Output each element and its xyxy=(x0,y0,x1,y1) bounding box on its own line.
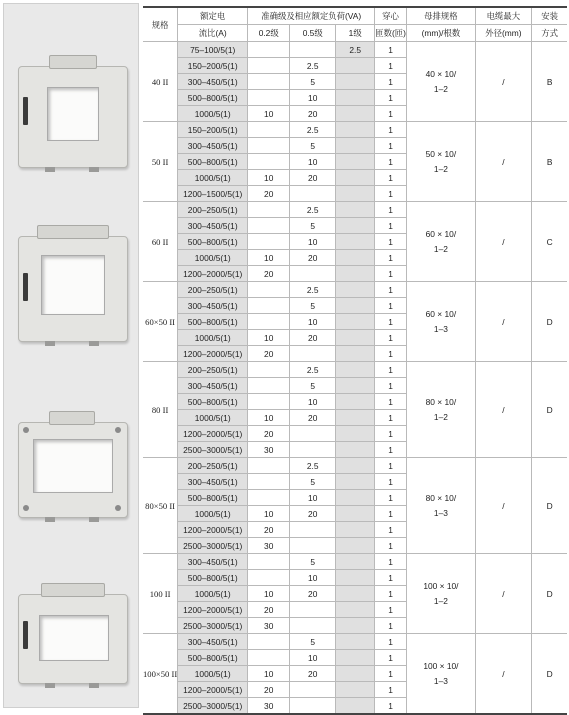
accuracy-1-cell xyxy=(336,298,375,314)
turns-cell: 1 xyxy=(375,90,407,106)
header-cable-line2: 外径(mm) xyxy=(475,25,531,42)
accuracy-05-cell xyxy=(290,538,336,554)
ratio-cell: 1200–2000/5(1) xyxy=(178,682,248,698)
ratio-cell: 1000/5(1) xyxy=(178,250,248,266)
header-accuracy-1: 1级 xyxy=(336,25,375,42)
accuracy-02-cell xyxy=(248,650,290,666)
turns-cell: 1 xyxy=(375,522,407,538)
accuracy-1-cell xyxy=(336,234,375,250)
accuracy-1-cell xyxy=(336,266,375,282)
ratio-cell: 500–800/5(1) xyxy=(178,154,248,170)
accuracy-02-cell xyxy=(248,570,290,586)
current-transformer-photo-3 xyxy=(18,422,128,518)
turns-cell: 1 xyxy=(375,442,407,458)
accuracy-1-cell xyxy=(336,442,375,458)
accuracy-05-cell: 20 xyxy=(290,586,336,602)
turns-cell: 1 xyxy=(375,378,407,394)
accuracy-02-cell: 10 xyxy=(248,250,290,266)
ratio-cell: 1000/5(1) xyxy=(178,106,248,122)
turns-cell: 1 xyxy=(375,362,407,378)
turns-cell: 1 xyxy=(375,490,407,506)
ratio-cell: 300–450/5(1) xyxy=(178,218,248,234)
accuracy-05-cell: 5 xyxy=(290,74,336,90)
mounting-type-cell: D xyxy=(531,458,567,554)
accuracy-05-cell: 2.5 xyxy=(290,362,336,378)
accuracy-05-cell: 20 xyxy=(290,410,336,426)
accuracy-02-cell: 30 xyxy=(248,698,290,715)
table-row xyxy=(143,458,567,474)
accuracy-02-cell: 10 xyxy=(248,666,290,682)
accuracy-05-cell: 10 xyxy=(290,490,336,506)
ratio-cell: 300–450/5(1) xyxy=(178,474,248,490)
accuracy-05-cell xyxy=(290,602,336,618)
accuracy-05-cell: 5 xyxy=(290,378,336,394)
header-mount-line1: 安装 xyxy=(531,7,567,25)
accuracy-02-cell: 10 xyxy=(248,586,290,602)
turns-cell: 1 xyxy=(375,602,407,618)
busbar-size: 50 × 10/ xyxy=(425,148,457,159)
accuracy-05-cell xyxy=(290,682,336,698)
accuracy-05-cell xyxy=(290,186,336,202)
accuracy-05-cell: 5 xyxy=(290,218,336,234)
accuracy-05-cell xyxy=(290,426,336,442)
ratio-cell: 1000/5(1) xyxy=(178,506,248,522)
accuracy-1-cell xyxy=(336,554,375,570)
accuracy-1-cell xyxy=(336,154,375,170)
turns-cell: 1 xyxy=(375,426,407,442)
table-row xyxy=(143,634,567,650)
ratio-cell: 1200–2000/5(1) xyxy=(178,346,248,362)
accuracy-1-cell xyxy=(336,74,375,90)
ratio-cell: 300–450/5(1) xyxy=(178,138,248,154)
accuracy-05-cell: 20 xyxy=(290,506,336,522)
accuracy-1-cell xyxy=(336,218,375,234)
accuracy-1-cell xyxy=(336,378,375,394)
accuracy-05-cell: 10 xyxy=(290,90,336,106)
accuracy-1-cell xyxy=(336,90,375,106)
accuracy-02-cell: 30 xyxy=(248,618,290,634)
ratio-cell: 200–250/5(1) xyxy=(178,202,248,218)
accuracy-02-cell: 20 xyxy=(248,682,290,698)
mounting-type-cell: D xyxy=(531,282,567,362)
accuracy-1-cell xyxy=(336,410,375,426)
accuracy-1-cell xyxy=(336,458,375,474)
accuracy-05-cell: 10 xyxy=(290,154,336,170)
accuracy-1-cell xyxy=(336,426,375,442)
accuracy-05-cell: 5 xyxy=(290,554,336,570)
accuracy-02-cell: 10 xyxy=(248,106,290,122)
turns-cell: 1 xyxy=(375,394,407,410)
accuracy-1-cell xyxy=(336,170,375,186)
turns-cell: 1 xyxy=(375,58,407,74)
accuracy-02-cell xyxy=(248,458,290,474)
accuracy-1-cell: 2.5 xyxy=(336,42,375,58)
accuracy-02-cell xyxy=(248,634,290,650)
accuracy-05-cell xyxy=(290,42,336,58)
ratio-cell: 500–800/5(1) xyxy=(178,650,248,666)
ratio-cell: 150–200/5(1) xyxy=(178,122,248,138)
busbar-count: 1–3 xyxy=(433,323,448,334)
header-turns-line1: 穿心 xyxy=(375,7,407,25)
accuracy-05-cell: 2.5 xyxy=(290,202,336,218)
accuracy-02-cell xyxy=(248,42,290,58)
table-row xyxy=(143,122,567,138)
turns-cell: 1 xyxy=(375,650,407,666)
accuracy-02-cell: 30 xyxy=(248,538,290,554)
accuracy-1-cell xyxy=(336,634,375,650)
cable-diameter-cell: / xyxy=(475,362,531,458)
ratio-cell: 500–800/5(1) xyxy=(178,570,248,586)
ratio-cell: 1200–2000/5(1) xyxy=(178,602,248,618)
accuracy-05-cell: 20 xyxy=(290,170,336,186)
turns-cell: 1 xyxy=(375,506,407,522)
accuracy-02-cell xyxy=(248,58,290,74)
table-row xyxy=(143,282,567,298)
spec-cell: 100×50 II xyxy=(143,634,178,715)
ratio-cell: 300–450/5(1) xyxy=(178,634,248,650)
turns-cell: 1 xyxy=(375,698,407,715)
ratio-cell: 2500–3000/5(1) xyxy=(178,618,248,634)
cable-diameter-cell: / xyxy=(475,282,531,362)
ratio-cell: 1000/5(1) xyxy=(178,666,248,682)
accuracy-1-cell xyxy=(336,474,375,490)
accuracy-1-cell xyxy=(336,506,375,522)
accuracy-1-cell xyxy=(336,122,375,138)
turns-cell: 1 xyxy=(375,586,407,602)
busbar-count: 1–2 xyxy=(433,411,448,422)
mounting-type-cell: D xyxy=(531,554,567,634)
accuracy-05-cell xyxy=(290,618,336,634)
turns-cell: 1 xyxy=(375,298,407,314)
turns-cell: 1 xyxy=(375,138,407,154)
busbar-cell xyxy=(406,634,475,715)
header-mount-line2: 方式 xyxy=(531,25,567,42)
turns-cell: 1 xyxy=(375,634,407,650)
busbar-count: 1–2 xyxy=(433,83,448,94)
specification-table xyxy=(143,6,567,715)
mounting-type-cell: C xyxy=(531,202,567,282)
accuracy-02-cell xyxy=(248,314,290,330)
turns-cell: 1 xyxy=(375,74,407,90)
turns-cell: 1 xyxy=(375,666,407,682)
accuracy-1-cell xyxy=(336,538,375,554)
accuracy-1-cell xyxy=(336,58,375,74)
ratio-cell: 300–450/5(1) xyxy=(178,74,248,90)
accuracy-1-cell xyxy=(336,282,375,298)
spec-cell: 50 II xyxy=(143,122,178,202)
accuracy-05-cell: 10 xyxy=(290,650,336,666)
accuracy-1-cell xyxy=(336,394,375,410)
header-turns-line2: 匝数(匝) xyxy=(375,25,407,42)
ratio-cell: 300–450/5(1) xyxy=(178,378,248,394)
ratio-cell: 1200–1500/5(1) xyxy=(178,186,248,202)
cable-diameter-cell: / xyxy=(475,42,531,122)
accuracy-05-cell: 10 xyxy=(290,314,336,330)
accuracy-02-cell xyxy=(248,490,290,506)
spec-cell: 80×50 II xyxy=(143,458,178,554)
accuracy-02-cell xyxy=(248,554,290,570)
accuracy-1-cell xyxy=(336,698,375,715)
mounting-type-cell: D xyxy=(531,634,567,715)
accuracy-1-cell xyxy=(336,522,375,538)
ratio-cell: 500–800/5(1) xyxy=(178,394,248,410)
accuracy-1-cell xyxy=(336,666,375,682)
turns-cell: 1 xyxy=(375,682,407,698)
accuracy-02-cell xyxy=(248,202,290,218)
accuracy-05-cell: 10 xyxy=(290,394,336,410)
header-ratio-line1: 额定电 xyxy=(178,7,248,25)
header-busbar-line2: (mm)/根数 xyxy=(406,25,475,42)
turns-cell: 1 xyxy=(375,186,407,202)
accuracy-1-cell xyxy=(336,682,375,698)
ratio-cell: 200–250/5(1) xyxy=(178,362,248,378)
accuracy-02-cell xyxy=(248,138,290,154)
busbar-cell xyxy=(406,282,475,362)
header-accuracy: 准确级及相应额定负荷(VA) xyxy=(248,7,375,25)
accuracy-02-cell xyxy=(248,378,290,394)
accuracy-02-cell: 20 xyxy=(248,266,290,282)
ratio-cell: 75–100/5(1) xyxy=(178,42,248,58)
accuracy-02-cell xyxy=(248,282,290,298)
accuracy-05-cell xyxy=(290,522,336,538)
accuracy-05-cell xyxy=(290,346,336,362)
ratio-cell: 2500–3000/5(1) xyxy=(178,538,248,554)
busbar-size: 60 × 10/ xyxy=(425,228,457,239)
turns-cell: 1 xyxy=(375,458,407,474)
accuracy-1-cell xyxy=(336,106,375,122)
ratio-cell: 500–800/5(1) xyxy=(178,490,248,506)
accuracy-05-cell: 2.5 xyxy=(290,282,336,298)
ratio-cell: 1000/5(1) xyxy=(178,170,248,186)
accuracy-05-cell: 20 xyxy=(290,330,336,346)
busbar-count: 1–2 xyxy=(433,595,448,606)
accuracy-05-cell: 2.5 xyxy=(290,58,336,74)
table-row xyxy=(143,362,567,378)
turns-cell: 1 xyxy=(375,474,407,490)
accuracy-02-cell xyxy=(248,474,290,490)
accuracy-05-cell: 2.5 xyxy=(290,122,336,138)
turns-cell: 1 xyxy=(375,106,407,122)
current-transformer-photo-1 xyxy=(18,66,128,168)
busbar-cell xyxy=(406,554,475,634)
accuracy-05-cell: 5 xyxy=(290,474,336,490)
header-ratio-line2: 流比(A) xyxy=(178,25,248,42)
busbar-cell xyxy=(406,362,475,458)
turns-cell: 1 xyxy=(375,218,407,234)
accuracy-02-cell xyxy=(248,394,290,410)
accuracy-05-cell: 20 xyxy=(290,106,336,122)
accuracy-02-cell xyxy=(248,90,290,106)
accuracy-02-cell: 20 xyxy=(248,186,290,202)
accuracy-1-cell xyxy=(336,618,375,634)
current-transformer-photo-4 xyxy=(18,594,128,684)
turns-cell: 1 xyxy=(375,538,407,554)
turns-cell: 1 xyxy=(375,250,407,266)
accuracy-1-cell xyxy=(336,650,375,666)
accuracy-05-cell: 5 xyxy=(290,138,336,154)
accuracy-1-cell xyxy=(336,586,375,602)
busbar-count: 1–3 xyxy=(433,507,448,518)
accuracy-02-cell: 20 xyxy=(248,602,290,618)
busbar-size: 100 × 10/ xyxy=(423,580,459,591)
accuracy-05-cell: 5 xyxy=(290,298,336,314)
ratio-cell: 1200–2000/5(1) xyxy=(178,426,248,442)
accuracy-1-cell xyxy=(336,138,375,154)
turns-cell: 1 xyxy=(375,282,407,298)
busbar-size: 100 × 10/ xyxy=(423,660,459,671)
accuracy-02-cell: 20 xyxy=(248,346,290,362)
spec-cell: 100 II xyxy=(143,554,178,634)
mounting-type-cell: B xyxy=(531,42,567,122)
turns-cell: 1 xyxy=(375,234,407,250)
busbar-size: 80 × 10/ xyxy=(425,396,457,407)
accuracy-1-cell xyxy=(336,570,375,586)
turns-cell: 1 xyxy=(375,554,407,570)
cable-diameter-cell: / xyxy=(475,458,531,554)
product-photo-column xyxy=(3,3,139,708)
accuracy-02-cell: 20 xyxy=(248,522,290,538)
accuracy-05-cell: 2.5 xyxy=(290,458,336,474)
ratio-cell: 1200–2000/5(1) xyxy=(178,266,248,282)
mounting-type-cell: D xyxy=(531,362,567,458)
accuracy-1-cell xyxy=(336,602,375,618)
ratio-cell: 500–800/5(1) xyxy=(178,90,248,106)
accuracy-05-cell xyxy=(290,698,336,715)
turns-cell: 1 xyxy=(375,170,407,186)
accuracy-02-cell xyxy=(248,298,290,314)
accuracy-05-cell: 5 xyxy=(290,634,336,650)
header-accuracy-02: 0.2级 xyxy=(248,25,290,42)
accuracy-1-cell xyxy=(336,362,375,378)
accuracy-1-cell xyxy=(336,490,375,506)
accuracy-02-cell xyxy=(248,234,290,250)
accuracy-05-cell: 20 xyxy=(290,250,336,266)
accuracy-02-cell xyxy=(248,74,290,90)
turns-cell: 1 xyxy=(375,330,407,346)
turns-cell: 1 xyxy=(375,618,407,634)
cable-diameter-cell: / xyxy=(475,202,531,282)
spec-cell: 40 II xyxy=(143,42,178,122)
turns-cell: 1 xyxy=(375,42,407,58)
header-cable-line1: 电缆最大 xyxy=(475,7,531,25)
header-busbar-line1: 母排规格 xyxy=(406,7,475,25)
accuracy-1-cell xyxy=(336,250,375,266)
busbar-cell xyxy=(406,458,475,554)
table-row xyxy=(143,554,567,570)
cable-diameter-cell: / xyxy=(475,634,531,715)
accuracy-05-cell: 20 xyxy=(290,666,336,682)
ratio-cell: 2500–3000/5(1) xyxy=(178,442,248,458)
accuracy-02-cell: 20 xyxy=(248,426,290,442)
table-row xyxy=(143,202,567,218)
accuracy-05-cell xyxy=(290,442,336,458)
ratio-cell: 1000/5(1) xyxy=(178,586,248,602)
ratio-cell: 1000/5(1) xyxy=(178,330,248,346)
busbar-cell xyxy=(406,42,475,122)
accuracy-02-cell: 10 xyxy=(248,410,290,426)
accuracy-02-cell: 10 xyxy=(248,330,290,346)
busbar-count: 1–2 xyxy=(433,163,448,174)
busbar-size: 80 × 10/ xyxy=(425,492,457,503)
cable-diameter-cell: / xyxy=(475,122,531,202)
busbar-count: 1–3 xyxy=(433,675,448,686)
ratio-cell: 300–450/5(1) xyxy=(178,298,248,314)
accuracy-02-cell: 10 xyxy=(248,170,290,186)
ratio-cell: 200–250/5(1) xyxy=(178,458,248,474)
ratio-cell: 1200–2000/5(1) xyxy=(178,522,248,538)
current-transformer-photo-2 xyxy=(18,236,128,342)
accuracy-1-cell xyxy=(336,330,375,346)
ratio-cell: 300–450/5(1) xyxy=(178,554,248,570)
table-row xyxy=(143,42,567,58)
busbar-size: 40 × 10/ xyxy=(425,68,457,79)
turns-cell: 1 xyxy=(375,122,407,138)
accuracy-1-cell xyxy=(336,202,375,218)
accuracy-1-cell xyxy=(336,186,375,202)
accuracy-02-cell xyxy=(248,154,290,170)
accuracy-02-cell xyxy=(248,362,290,378)
accuracy-02-cell: 30 xyxy=(248,442,290,458)
accuracy-1-cell xyxy=(336,314,375,330)
turns-cell: 1 xyxy=(375,346,407,362)
mounting-type-cell: B xyxy=(531,122,567,202)
accuracy-02-cell: 10 xyxy=(248,506,290,522)
ratio-cell: 1000/5(1) xyxy=(178,410,248,426)
busbar-size: 60 × 10/ xyxy=(425,308,457,319)
spec-cell: 60 II xyxy=(143,202,178,282)
turns-cell: 1 xyxy=(375,202,407,218)
ratio-cell: 500–800/5(1) xyxy=(178,234,248,250)
busbar-count: 1–2 xyxy=(433,243,448,254)
accuracy-02-cell xyxy=(248,122,290,138)
ratio-cell: 2500–3000/5(1) xyxy=(178,698,248,715)
ratio-cell: 500–800/5(1) xyxy=(178,314,248,330)
accuracy-05-cell: 10 xyxy=(290,570,336,586)
accuracy-02-cell xyxy=(248,218,290,234)
spec-cell: 60×50 II xyxy=(143,282,178,362)
ratio-cell: 200–250/5(1) xyxy=(178,282,248,298)
busbar-cell xyxy=(406,122,475,202)
header-spec: 规格 xyxy=(143,7,178,42)
header-accuracy-05: 0.5级 xyxy=(290,25,336,42)
accuracy-1-cell xyxy=(336,346,375,362)
busbar-cell xyxy=(406,202,475,282)
cable-diameter-cell: / xyxy=(475,554,531,634)
accuracy-05-cell: 10 xyxy=(290,234,336,250)
ratio-cell: 150–200/5(1) xyxy=(178,58,248,74)
turns-cell: 1 xyxy=(375,570,407,586)
turns-cell: 1 xyxy=(375,154,407,170)
spec-cell: 80 II xyxy=(143,362,178,458)
accuracy-05-cell xyxy=(290,266,336,282)
turns-cell: 1 xyxy=(375,410,407,426)
turns-cell: 1 xyxy=(375,266,407,282)
turns-cell: 1 xyxy=(375,314,407,330)
